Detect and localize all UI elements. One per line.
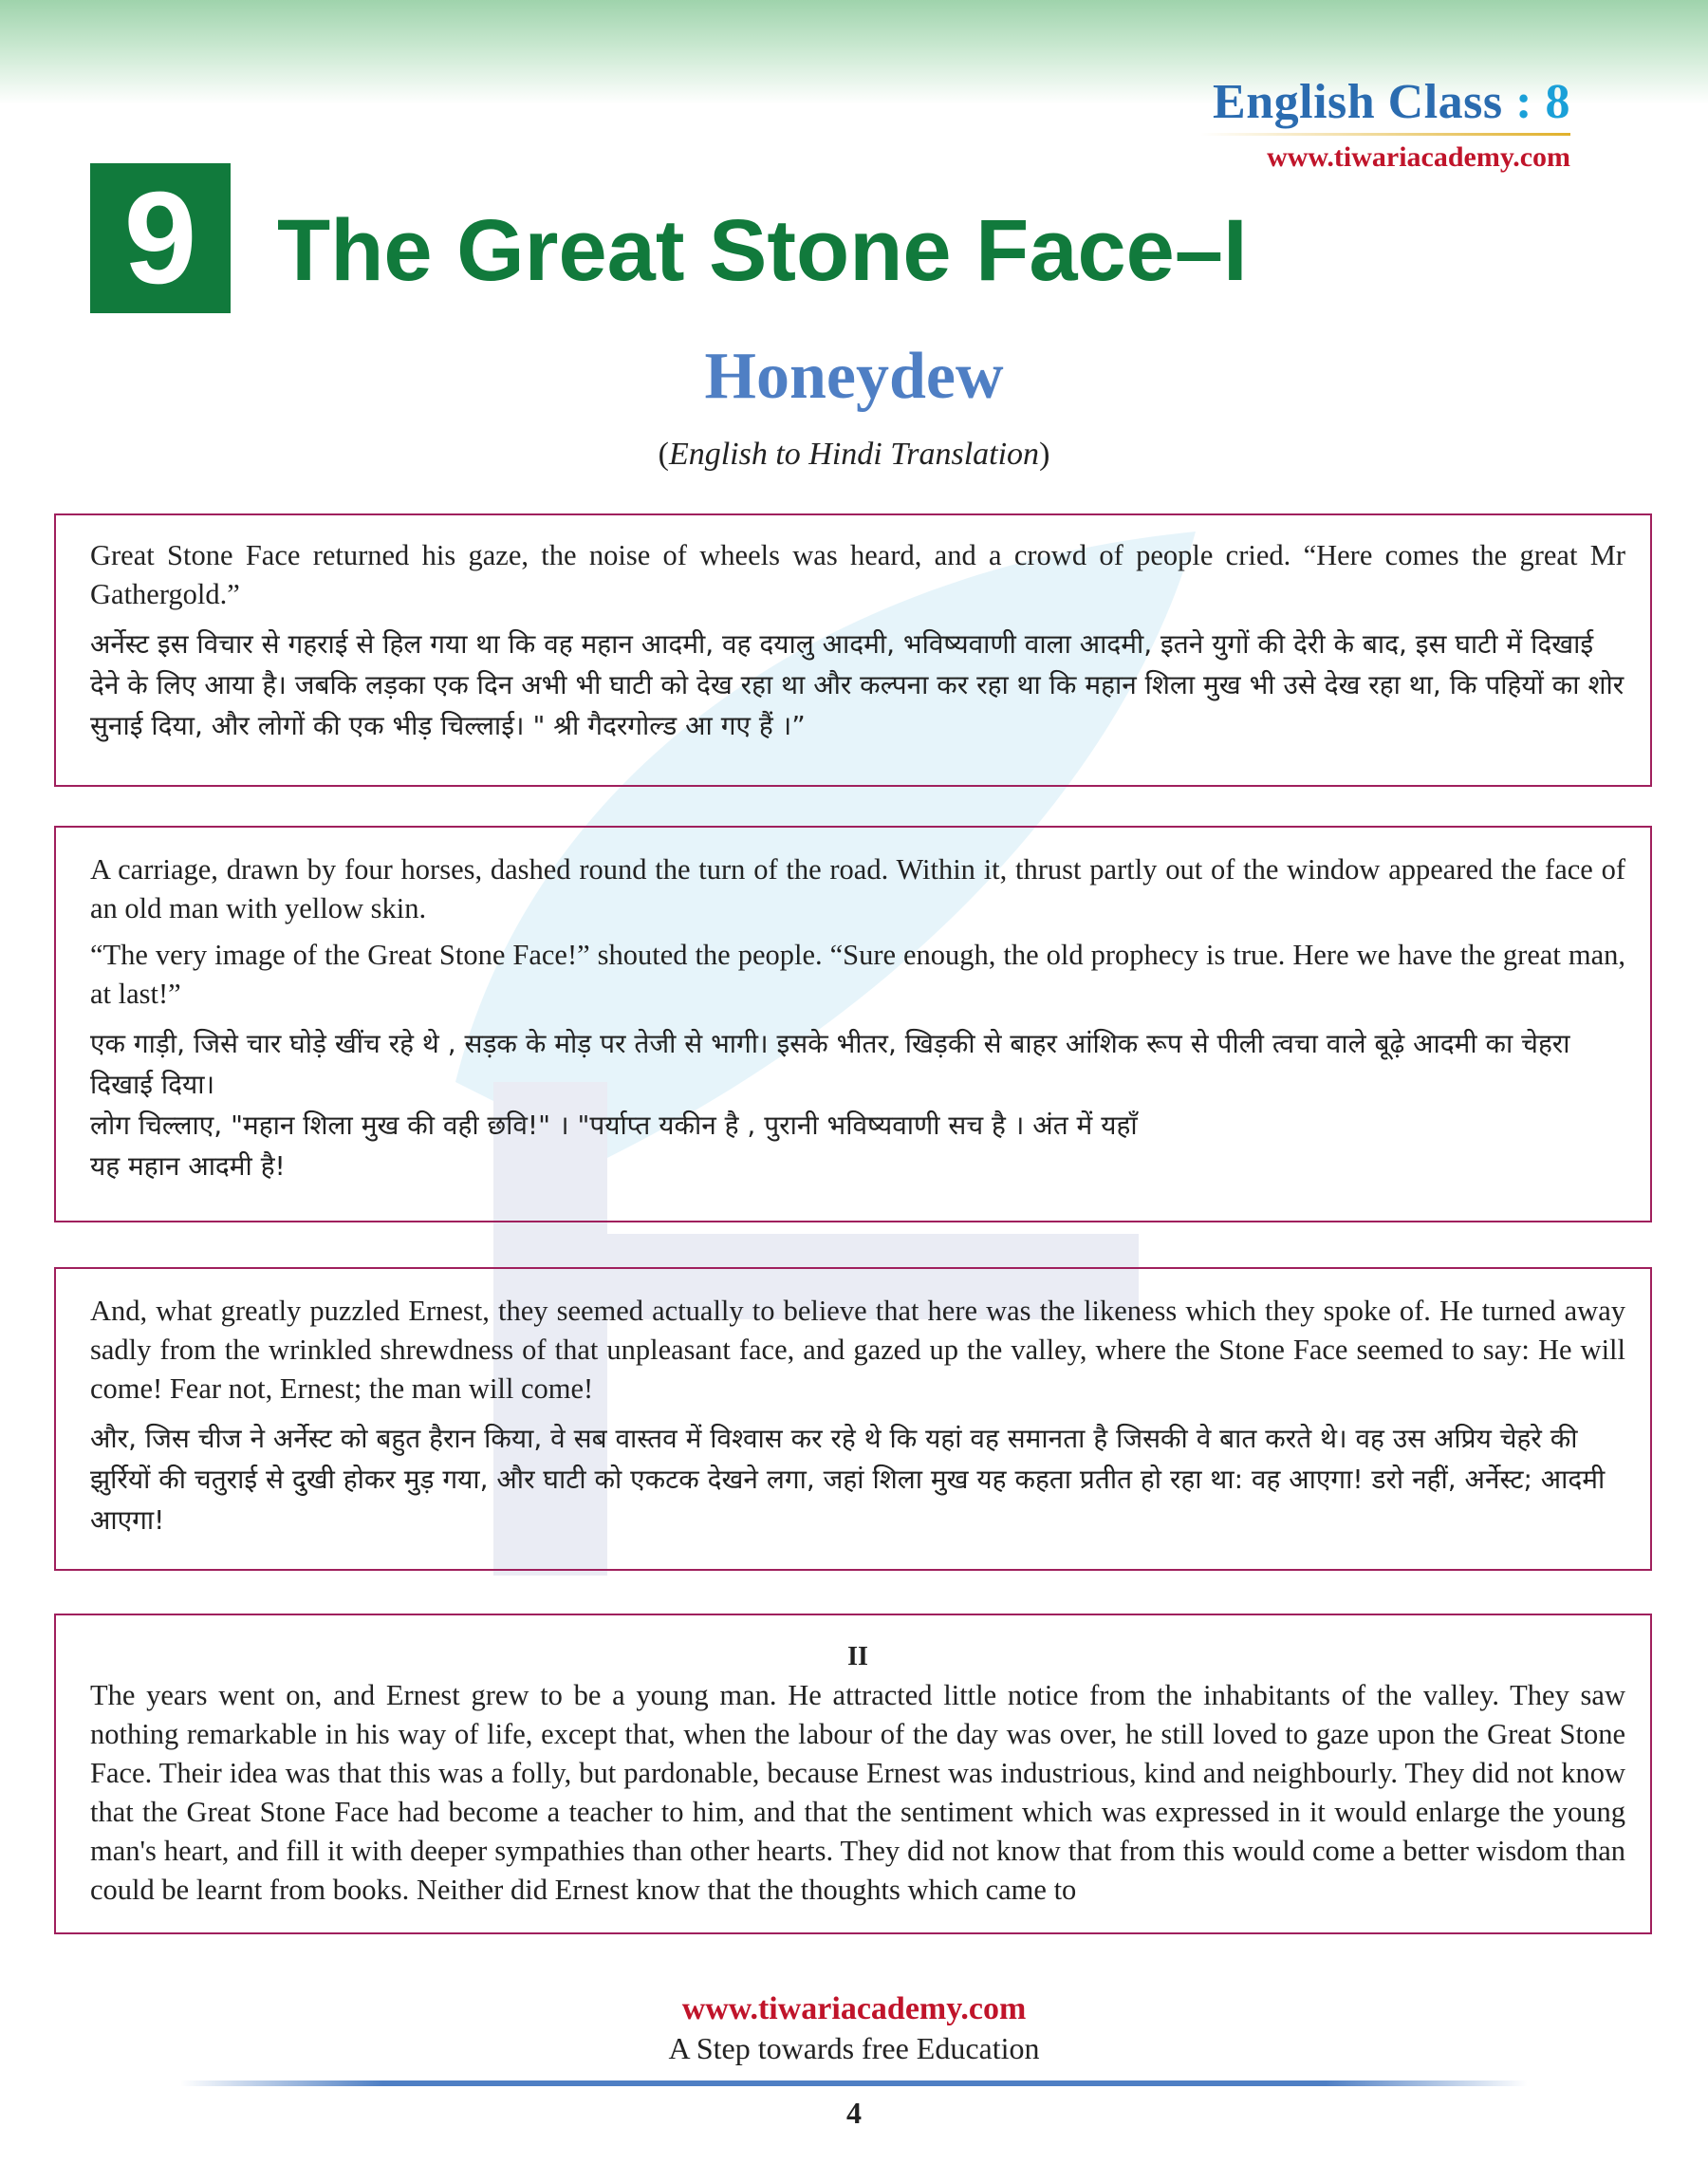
subtitle-open-paren: ( xyxy=(658,437,669,472)
hindi-paragraph: अर्नेस्ट इस विचार से गहराई से हिल गया था कि वह महान आदमी, वह दयालु आदमी, भविष्यवाणी वाला आदमी, इतने युगों की देरी के बाद, इस घाटी में दिखाई देने के लिए आया है। जबकि लड़का एक दिन अभी भी घाटी को देख रहा था और कल्पना कर रहा था कि महान शिला मुख भी उसे देख रहा था, कि पहियों का शोर सुनाई दिया, और लोगों की एक भीड़ चिल्लाई। " श्री गैदरगोल्ड आ गए हैं ।” xyxy=(90,628,1624,741)
translation-box-3 xyxy=(54,1267,1652,1571)
chapter-title: The Great Stone Face–I xyxy=(277,202,1248,299)
footer-tagline: A Step towards free Education xyxy=(668,2031,1040,2065)
subtitle-close-paren: ) xyxy=(1039,437,1050,472)
book-title: Honeydew xyxy=(704,340,1004,413)
hindi-paragraph: लोग चिल्लाए, "महान शिला मुख की वही छवि!" । "पर्याप्त यकीन है , पुरानी भविष्यवाणी सच है । अंत में यहाँ xyxy=(90,1110,1138,1141)
english-paragraph: A carriage, drawn by four horses, dashed round the turn of the road. Within it, thrust partly out of the window appeared the face of an old man with yellow skin. xyxy=(90,853,1625,924)
chapter-number-badge: 9 xyxy=(90,163,231,313)
hindi-paragraph: एक गाड़ी, जिसे चार घोड़े खींच रहे थे , सड़क के मोड़ पर तेजी से भागी। इसके भीतर, खिड़की से बाहर आंशिक रूप से पीली त्वचा वाले बूढ़े आदमी का चेहरा दिखाई दिया। xyxy=(90,1028,1570,1100)
english-paragraph: Great Stone Face returned his gaze, the noise of wheels was heard, and a crowd of people cried. “Here comes the great Mr Gathergold.” xyxy=(90,539,1625,610)
translation-box-2 xyxy=(54,826,1652,1222)
subtitle xyxy=(0,437,1708,473)
header-rule xyxy=(1200,133,1570,136)
english-paragraph: “The very image of the Great Stone Face!” shouted the people. “Sure enough, the old prophecy is true. Here we have the great man, at last!” xyxy=(90,939,1625,1010)
footer-website-link[interactable]: www.tiwariacademy.com xyxy=(681,1991,1027,2026)
class-number: 8 xyxy=(1545,75,1570,129)
header-website-link[interactable]: www.tiwariacademy.com xyxy=(1267,141,1570,173)
hindi-paragraph: यह महान आदमी है! xyxy=(90,1150,286,1182)
section-number: II xyxy=(847,1642,868,1671)
english-paragraph: And, what greatly puzzled Ernest, they seemed actually to believe that here was the likeness which they spoke of. He turned away sadly from the wrinkled shrewdness of that unpleasant face, and gazed up the valley, where the Stone Face seemed to say: He will come! Fear not, Ernest; the man will come! xyxy=(90,1295,1625,1405)
class-separator: : xyxy=(1502,75,1546,129)
hindi-paragraph: और, जिस चीज ने अर्नेस्ट को बहुत हैरान किया, वे सब वास्तव में विश्वास कर रहे थे कि यहां वह समानता है जिसकी वे बात करते थे। वह उस अप्रिय चेहरे की झुर्रियों की चतुराई से दुखी होकर मुड़ गया, और घाटी को एकटक देखने लगा, जहां शिला मुख यह कहता प्रतीत हो रहा था: वह आएगा! डरो नहीं, अर्नेस्ट; आदमी आएगा! xyxy=(90,1423,1606,1536)
page-number: 4 xyxy=(846,2096,862,2130)
subtitle-text: English to Hindi Translation xyxy=(668,437,1040,472)
class-label: English Class xyxy=(1213,75,1503,129)
footer-rule xyxy=(180,2080,1528,2086)
translation-box-4 xyxy=(54,1614,1652,1934)
class-title xyxy=(1200,75,1570,129)
translation-box-1 xyxy=(54,513,1652,787)
english-paragraph: The years went on, and Ernest grew to be a young man. He attracted little notice from the inhabitants of the valley. They saw nothing remarkable in his way of life, except that, when the labour of the day was over, he still loved to gaze upon the Great Stone Face. Their idea was that this was a folly, but pardonable, because Ernest was industrious, kind and neighbourly. They did not know that the Great Stone Face had become a teacher to him, and that the sentiment which was expressed in it would enlarge the young man's heart, and fill it with deeper sympathies than other hearts. They did not know that from this would come a better wisdom than could be learnt from books. Neither did Ernest know that the thoughts which came to xyxy=(90,1679,1625,1906)
class-header xyxy=(1200,75,1570,173)
